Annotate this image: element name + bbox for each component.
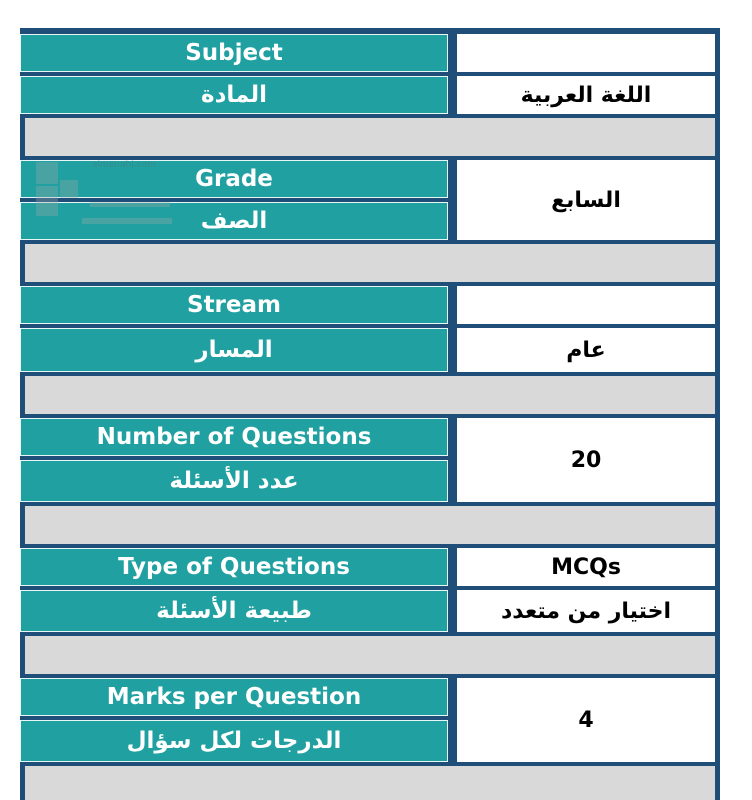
spacer-row [25,376,715,414]
watermark-text: almanahj.com [92,160,156,170]
marks-label-en: Marks per Question [20,678,448,716]
grade-label-en: Grade [20,160,448,198]
stream-value: عام [457,328,715,372]
question-type-label-ar: طبيعة الأسئلة [20,590,448,632]
marks-label-ar: الدرجات لكل سؤال [20,720,448,762]
spacer-row [25,636,715,674]
subject-value-top [457,34,715,72]
subject-value: اللغة العربية [457,76,715,114]
question-count-label-en: Number of Questions [20,418,448,456]
stream-label-en: Stream [20,286,448,324]
subject-label-ar: المادة [20,76,448,114]
question-count-value: 20 [457,418,715,502]
question-count-label-ar: عدد الأسئلة [20,460,448,502]
stream-value-top [457,286,715,324]
question-type-value-en: MCQs [457,548,715,586]
grade-label-ar: الصف [20,202,448,240]
question-type-value-ar: اختيار من متعدد [457,590,715,632]
spacer-row [25,766,715,800]
question-type-label-en: Type of Questions [20,548,448,586]
spacer-row [25,506,715,544]
exam-info-table [20,28,720,800]
marks-value: 4 [457,678,715,762]
spacer-row [25,118,715,156]
subject-label-en: Subject [20,34,448,72]
grade-value: السابع [457,160,715,240]
spacer-row [25,244,715,282]
stream-label-ar: المسار [20,328,448,372]
